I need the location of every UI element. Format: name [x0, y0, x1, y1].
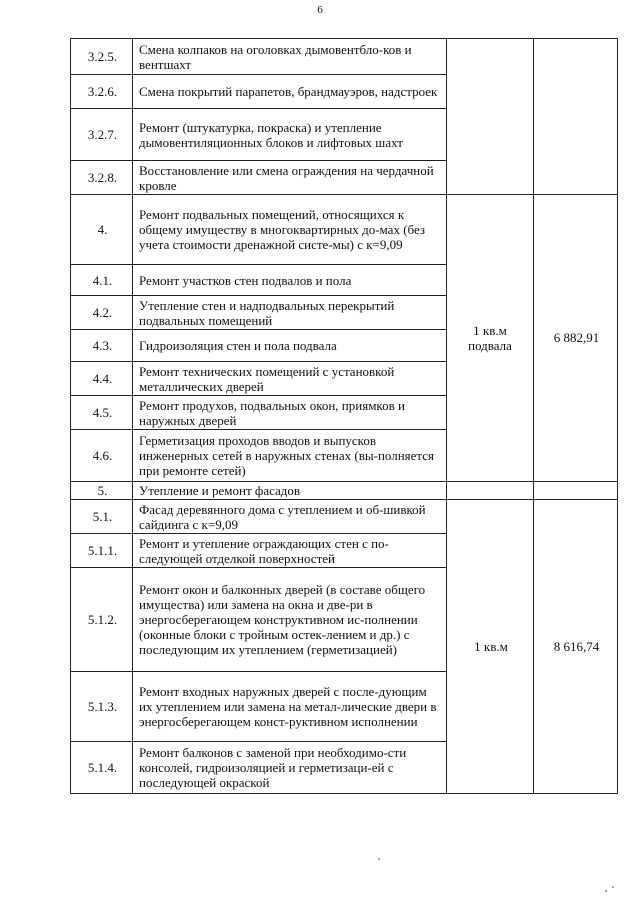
unit-cell: 1 кв.м [447, 500, 534, 794]
scan-speck [605, 890, 607, 892]
unit-cell: 1 кв.м подвала [447, 195, 534, 482]
item-number: 4.6. [71, 430, 133, 482]
item-description: Ремонт продухов, подвальных окон, приямков и наружных дверей [133, 396, 447, 430]
price-cell: 8 616,74 [534, 500, 618, 794]
item-number: 5.1.4. [71, 742, 133, 794]
table-row [71, 195, 618, 265]
work-price-table [70, 38, 618, 794]
item-number: 4.5. [71, 396, 133, 430]
unit-cell [447, 39, 534, 195]
unit-cell [447, 482, 534, 500]
table-row [71, 500, 618, 534]
item-description: Гидроизоляция стен и пола подвала [133, 330, 447, 362]
item-description: Смена покрытий парапетов, брандмауэров, надстроек [133, 75, 447, 109]
table-row [71, 482, 618, 500]
price-cell [534, 482, 618, 500]
scan-speck [378, 858, 380, 860]
item-description: Ремонт балконов с заменой при необходимо-сти консолей, гидроизоляцией и герметизаци-ей с последующей окраской [133, 742, 447, 794]
item-description: Утепление стен и надподвальных перекрытий подвальных помещений [133, 296, 447, 330]
item-description: Герметизация проходов вводов и выпусков инженерных сетей в наружных стенах (вы-полняется при ремонте сетей) [133, 430, 447, 482]
item-description: Ремонт входных наружных дверей с после-дующим их утеплением или замена на метал-лические двери в энергосберегающем конст-руктивном исполнении [133, 672, 447, 742]
item-number: 4.1. [71, 265, 133, 296]
item-description: Ремонт окон и балконных дверей (в составе общего имущества) или замена на окна и две-ри в энергосберегающем конструктивном ис-полнении (оконные блоки с тройным остек-лением и др.) с последующим их утеплением (герметизацией) [133, 568, 447, 672]
item-number: 5.1.1. [71, 534, 133, 568]
item-number: 3.2.6. [71, 75, 133, 109]
item-description: Восстановление или смена ограждения на чердачной кровле [133, 161, 447, 195]
item-description: Ремонт и утепление ограждающих стен с по-следующей отделкой поверхностей [133, 534, 447, 568]
item-number: 4.4. [71, 362, 133, 396]
item-number: 3.2.7. [71, 109, 133, 161]
price-cell [534, 39, 618, 195]
item-number: 3.2.8. [71, 161, 133, 195]
item-number: 5. [71, 482, 133, 500]
item-description: Фасад деревянного дома с утеплением и об-шивкой сайдинга с к=9,09 [133, 500, 447, 534]
item-description: Ремонт (штукатурка, покраска) и утепление дымовентиляционных блоков и лифтовых шахт [133, 109, 447, 161]
item-number: 4.3. [71, 330, 133, 362]
item-number: 5.1.2. [71, 568, 133, 672]
item-number: 3.2.5. [71, 39, 133, 75]
item-number: 4. [71, 195, 133, 265]
item-number: 5.1. [71, 500, 133, 534]
item-description: Ремонт подвальных помещений, относящихся к общему имуществу в многоквартирных до-мах (без учета стоимости дренажной систе-мы) с к=9,09 [133, 195, 447, 265]
item-description: Ремонт технических помещений с установкой металлических дверей [133, 362, 447, 396]
item-description: Смена колпаков на оголовках дымовентбло-ков и вентшахт [133, 39, 447, 75]
item-number: 4.2. [71, 296, 133, 330]
item-description: Утепление и ремонт фасадов [133, 482, 447, 500]
table-row [71, 39, 618, 75]
page-number: 6 [317, 4, 323, 16]
scan-speck [612, 886, 614, 888]
item-description: Ремонт участков стен подвалов и пола [133, 265, 447, 296]
price-cell: 6 882,91 [534, 195, 618, 482]
item-number: 5.1.3. [71, 672, 133, 742]
